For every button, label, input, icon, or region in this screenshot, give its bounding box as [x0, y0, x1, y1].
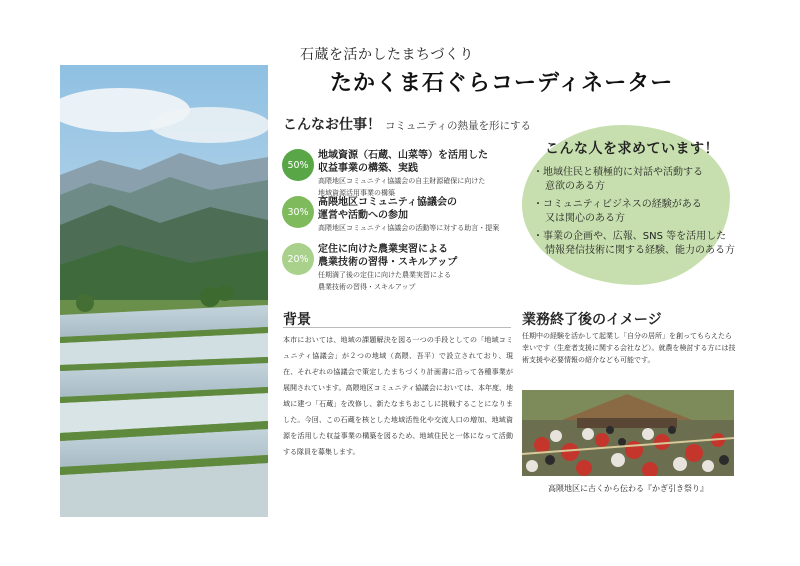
- background-text: 本市においては、地域の課題解決を図る一つの手段としての「地域コミュニティ協議会」が２つの地域（高隈、吾平）で設立されており、現在、それぞれの協議会で策定したまちづくり計画書に沿って各種事業が展開されています。高隈地区コミュニティ協議会においては、本年度、地域に建つ「石蔵」を改修し、新たなまちおこしに挑戦することになりました。今回、この石蔵を核とした地域活性化や交流人口の増加、地域資源を活用した収益事業の構築を図るため、地域住民と一体になって活動する隊員を募集します。: [283, 336, 513, 456]
- wanted-item-line: 意欲のある方: [545, 181, 605, 192]
- wanted-list-item: [533, 166, 743, 194]
- after-title: 業務終了後のイメージ: [522, 312, 662, 328]
- wanted-item-line: 情報発信技術に関する経験、能力のある方: [545, 245, 735, 256]
- page-title: たかくま石ぐらコーディネーター: [330, 71, 674, 96]
- task-description-line: 農業技術の習得・スキルアップ: [318, 283, 416, 291]
- task-body: [318, 243, 528, 293]
- task-description-line: 高隈地区コミュニティ協議会の活動等に対する助言・提案: [318, 224, 500, 232]
- after-text: 任期中の経験を活かして起業し「自分の居所」を創ってもらえたら幸いです（生産者支援に関する会社など）。就農を検討する方には技術支援や必要情報の紹介なども可能です。: [522, 332, 736, 364]
- wanted-item-line: ・事業の企画や、広報、SNS 等を活用した: [533, 231, 727, 242]
- festival-photo: [522, 390, 734, 476]
- task-title-line: 定住に向けた農業実習による: [318, 244, 448, 255]
- work-section-heading: [283, 114, 531, 134]
- wanted-list-item: [533, 198, 743, 226]
- wanted-item-line: 又は関心のある方: [545, 213, 625, 224]
- task-description-line: 高隈地区コミュニティ協議会の自主財源確保に向けた: [318, 177, 486, 185]
- wanted-list: [533, 166, 743, 262]
- wanted-title: こんな人を求めています！: [545, 141, 719, 157]
- percent-badge: 20%: [282, 243, 314, 275]
- work-subheading-text: コミュニティの熱量を形にする: [385, 120, 531, 132]
- task-description-line: 地域資源活用事業の構築: [318, 189, 395, 197]
- wanted-item-line: ・コミュニティビジネスの経験がある: [533, 199, 702, 210]
- task-title-line: 収益事業の構築、実践: [318, 163, 418, 174]
- task-title-line: 運営や活動への参加: [318, 210, 408, 221]
- wanted-item-line: ・地域住民と積極的に対話や活動する: [533, 167, 703, 178]
- percent-badge: 30%: [282, 196, 314, 228]
- work-heading-text: こんなお仕事！: [283, 117, 381, 133]
- festival-caption: 高隈地区に古くから伝わる『かぎ引き祭り』: [548, 484, 708, 493]
- task-description-line: 任期満了後の定住に向けた農業実習による: [318, 271, 451, 279]
- task-body: [318, 149, 528, 199]
- percent-badge: 50%: [282, 149, 314, 181]
- rice-terrace-illustration: [60, 65, 268, 517]
- task-title-line: 農業技術の習得・スキルアップ: [318, 257, 458, 268]
- task-body: [318, 196, 528, 234]
- background-divider: [283, 327, 511, 328]
- task-title-line: 地域資源（石蔵、山菜等）を活用した: [318, 150, 488, 161]
- wanted-list-item: [533, 230, 743, 258]
- rice-terrace-photo: [60, 65, 268, 517]
- festival-crowd-illustration: [522, 390, 734, 476]
- page-subtitle: 石蔵を活かしたまちづくり: [300, 47, 474, 63]
- task-title-line: 高隈地区コミュニティ協議会の: [318, 197, 457, 208]
- background-title: 背景: [283, 312, 311, 328]
